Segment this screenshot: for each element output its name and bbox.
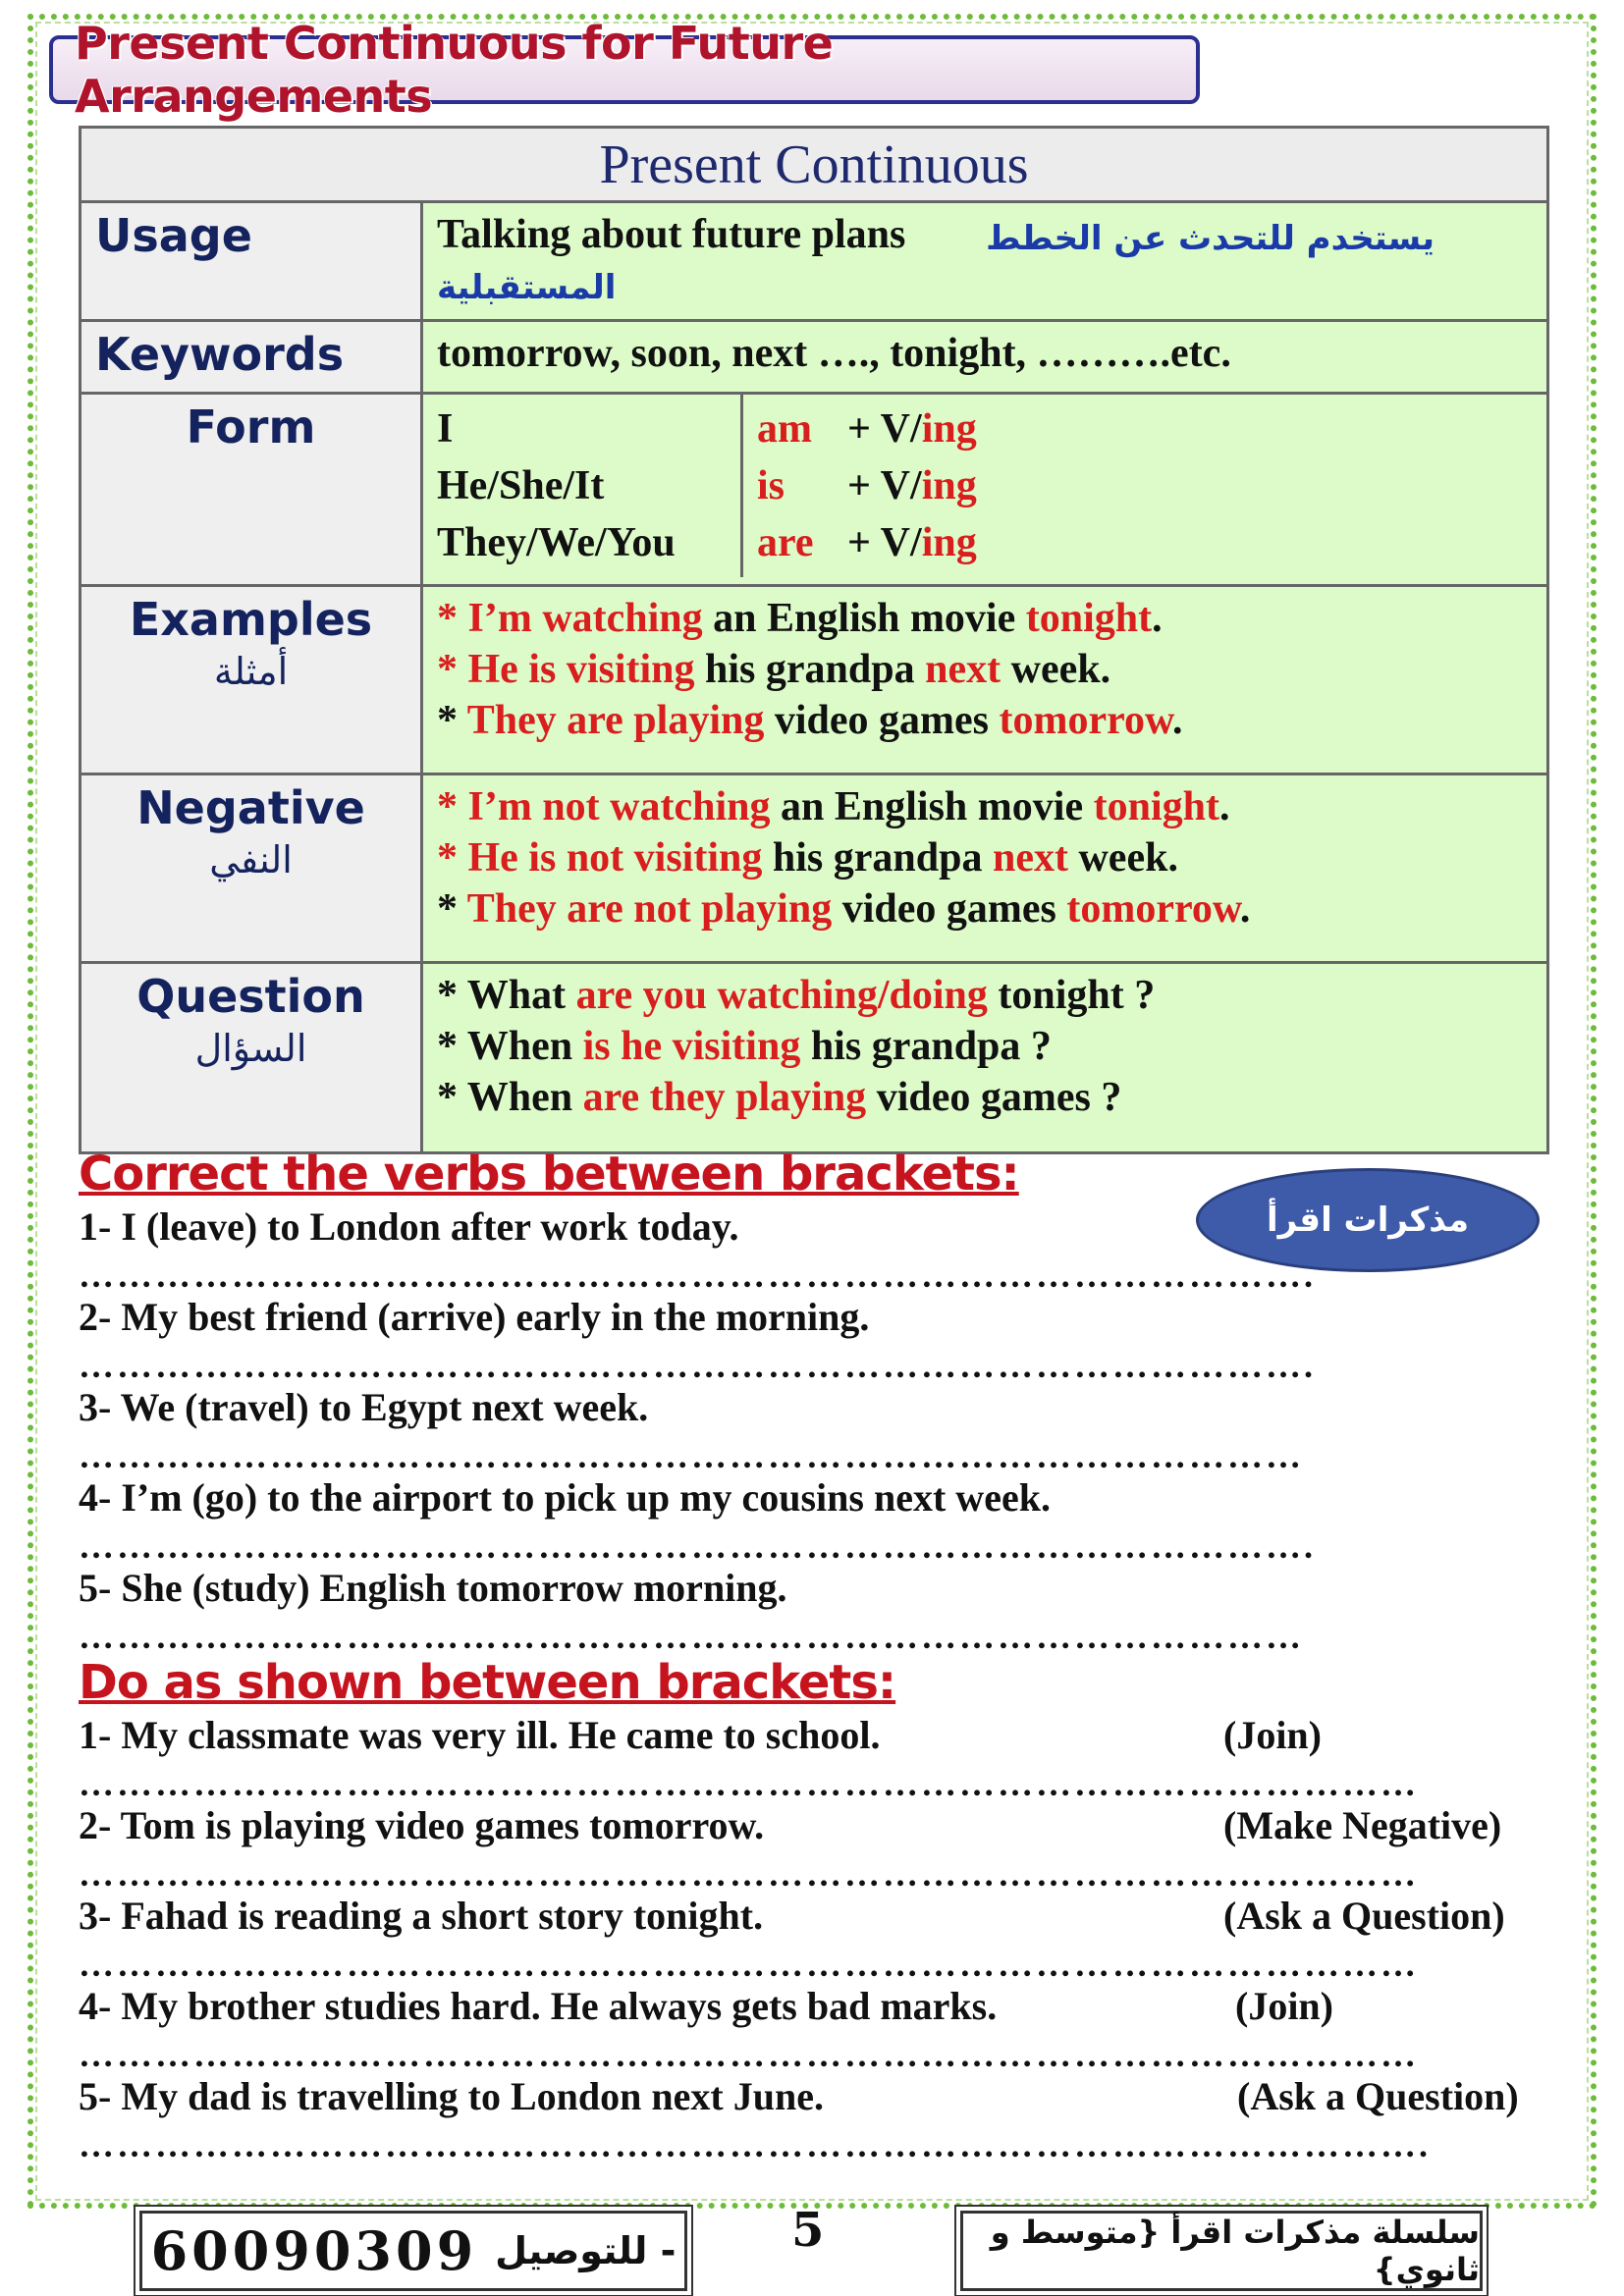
- form-plus: + V/: [847, 406, 922, 452]
- form-be: are: [757, 520, 814, 565]
- example-time: tonight: [1025, 596, 1153, 641]
- negative-label-cell: [81, 774, 422, 963]
- form-ing: ing: [921, 463, 977, 508]
- answer-line[interactable]: ……………………………………………………………………………………: [79, 1436, 1304, 1475]
- form-subject: They/We/You: [437, 520, 676, 565]
- exercise-item: 2- My best friend (arrive) early in the morning.: [79, 1295, 870, 1339]
- question-line: [437, 970, 1533, 1021]
- answer-line[interactable]: ……………………………………………………………………………………………: [79, 1764, 1419, 1803]
- exercise-item: 4- I’m (go) to the airport to pick up my cousins next week.: [79, 1475, 1051, 1520]
- question-start: * When: [437, 1075, 583, 1120]
- star: *: [437, 835, 468, 881]
- exercise-item: 5- My dad is travelling to London next June.: [79, 2074, 824, 2118]
- exercise-item: 3- Fahad is reading a short story tonight.: [79, 1894, 764, 1938]
- form-verb-line: [757, 400, 977, 457]
- negative-mid: his grandpa: [762, 835, 993, 881]
- example-time: tomorrow: [999, 698, 1173, 743]
- page-number: 5: [791, 2203, 825, 2258]
- example-mid: an English movie: [702, 596, 1026, 641]
- example-verb: They are playing: [466, 698, 765, 743]
- example-mid: his grandpa: [694, 647, 926, 692]
- examples-content: [422, 586, 1548, 774]
- instruction-note: (Ask a Question): [1237, 2074, 1519, 2118]
- footer-series: سلسلة مذكرات اقرأ {متوسط و ثانوي}: [990, 2214, 1480, 2288]
- usage-row: [81, 202, 1548, 321]
- section2-heading: Do as shown between brackets:: [79, 1655, 896, 1710]
- form-ing: ing: [921, 520, 977, 565]
- table-header: Present Continuous: [81, 128, 1548, 202]
- negative-mid: video games: [832, 886, 1067, 932]
- question-start: * When: [437, 1024, 583, 1069]
- instruction-note: (Ask a Question): [1223, 1894, 1505, 1938]
- negative-end: .: [1239, 886, 1251, 932]
- answer-line[interactable]: ……………………………………………………………………………………………: [79, 1854, 1419, 1894]
- usage-arabic-2: المستقبلية: [437, 268, 617, 307]
- negative-line: [437, 832, 1533, 883]
- answer-line[interactable]: …………………………………………………………………………………….: [79, 1255, 1316, 1295]
- negative-line: [437, 781, 1533, 832]
- keywords-label: Keywords: [81, 321, 422, 394]
- footer-contact: [139, 2211, 687, 2291]
- form-verb-line: [757, 514, 977, 571]
- question-content: [422, 963, 1548, 1153]
- usage-text: Talking about future plans: [437, 212, 906, 257]
- keywords-content: tomorrow, soon, next …., tonight, ……….etc.: [422, 321, 1548, 394]
- footer-series-box: [960, 2211, 1483, 2291]
- usage-arabic-1: يستخدم للتحدث عن الخطط: [986, 219, 1435, 258]
- question-label-ar: السؤال: [194, 1027, 307, 1070]
- exercise-item: 1- I (leave) to London after work today.: [79, 1204, 739, 1249]
- form-subject: He/She/It: [437, 463, 605, 508]
- example-end: .: [1152, 596, 1163, 641]
- form-content: [422, 394, 1548, 586]
- answer-line[interactable]: ……………………………………………………………………………………………: [79, 2035, 1419, 2074]
- example-line: [437, 695, 1533, 746]
- negative-content: [422, 774, 1548, 963]
- negative-end: .: [1218, 784, 1230, 829]
- form-verb-line: [757, 457, 977, 514]
- page-title: Present Continuous for Future Arrangements: [75, 17, 834, 123]
- question-row: [81, 963, 1548, 1153]
- answer-line[interactable]: …………………………………………………………………………………….: [79, 1346, 1316, 1385]
- question-line: [437, 1072, 1533, 1123]
- negative-mid: an English movie: [770, 784, 1094, 829]
- question-line: [437, 1021, 1533, 1072]
- question-end: tonight ?: [987, 973, 1156, 1018]
- negative-label-ar: النفي: [209, 838, 293, 881]
- star: *: [437, 596, 468, 641]
- answer-line[interactable]: …………………………………………………………………………………………….: [79, 2125, 1431, 2164]
- star: *: [437, 784, 468, 829]
- form-plus: + V/: [847, 463, 922, 508]
- instruction-note: (Make Negative): [1223, 1803, 1502, 1847]
- answer-line[interactable]: …………………………………………………………………………………….: [79, 1526, 1316, 1566]
- star: *: [437, 698, 467, 743]
- negative-verb: They are not playing: [466, 886, 833, 932]
- footer-phone: 60090309: [150, 2219, 478, 2282]
- answer-line[interactable]: ……………………………………………………………………………………: [79, 1617, 1304, 1656]
- question-verb: is he visiting: [582, 1024, 801, 1069]
- question-start: * What: [437, 973, 576, 1018]
- example-verb: I’m watching: [467, 596, 703, 641]
- example-mid: video games: [764, 698, 1000, 743]
- instruction-note: (Join): [1235, 1984, 1333, 2028]
- brand-oval-text: مذكرات اقرأ: [1267, 1201, 1469, 1240]
- question-end: video games ?: [866, 1075, 1122, 1120]
- form-subject: I: [437, 406, 454, 452]
- question-label-cell: [81, 963, 422, 1153]
- examples-label-ar: أمثلة: [213, 650, 289, 693]
- examples-label: Examples: [129, 593, 373, 646]
- usage-content: [422, 202, 1548, 321]
- form-verbs: [743, 395, 991, 577]
- example-time: next: [925, 647, 1001, 692]
- example-end: .: [1172, 698, 1183, 743]
- usage-label: Usage: [81, 202, 422, 321]
- example-end: week.: [1001, 647, 1111, 692]
- answer-line[interactable]: ……………………………………………………………………………………………: [79, 1945, 1419, 1984]
- form-label: Form: [81, 394, 422, 586]
- negative-line: [437, 883, 1533, 934]
- form-be: is: [757, 463, 785, 508]
- negative-label: Negative: [136, 781, 365, 834]
- exercise-item: 2- Tom is playing video games tomorrow.: [79, 1803, 765, 1847]
- negative-time: tomorrow: [1066, 886, 1240, 932]
- star: *: [437, 886, 467, 932]
- negative-row: [81, 774, 1548, 963]
- example-line: [437, 593, 1533, 644]
- question-end: his grandpa ?: [800, 1024, 1052, 1069]
- form-subjects: [423, 395, 743, 577]
- examples-label-cell: [81, 586, 422, 774]
- footer-contact-label: للتوصيل -: [495, 2229, 677, 2272]
- title-banner: [49, 17, 1200, 123]
- form-plus: + V/: [847, 520, 922, 565]
- negative-verb: He is not visiting: [467, 835, 763, 881]
- section1-heading: Correct the verbs between brackets:: [79, 1147, 1019, 1201]
- exercise-item: 4- My brother studies hard. He always gets bad marks.: [79, 1984, 998, 2028]
- question-label: Question: [136, 970, 365, 1023]
- examples-row: [81, 586, 1548, 774]
- exercise-item: 5- She (study) English tomorrow morning.: [79, 1566, 787, 1610]
- form-row: [81, 394, 1548, 586]
- negative-time: tonight: [1093, 784, 1219, 829]
- exercise-item: 1- My classmate was very ill. He came to school.: [79, 1713, 881, 1757]
- example-verb: He is visiting: [467, 647, 695, 692]
- instruction-note: (Join): [1223, 1713, 1322, 1757]
- star: *: [437, 647, 468, 692]
- question-verb: are you watching/doing: [575, 973, 988, 1018]
- question-verb: are they playing: [582, 1075, 867, 1120]
- negative-time: next: [992, 835, 1068, 881]
- negative-end: week.: [1067, 835, 1178, 881]
- form-ing: ing: [921, 406, 977, 452]
- exercise-item: 3- We (travel) to Egypt next week.: [79, 1385, 649, 1429]
- form-be: am: [757, 406, 812, 452]
- negative-verb: I’m not watching: [467, 784, 771, 829]
- keywords-row: [81, 321, 1548, 394]
- example-line: [437, 644, 1533, 695]
- grammar-table: [79, 126, 1549, 1154]
